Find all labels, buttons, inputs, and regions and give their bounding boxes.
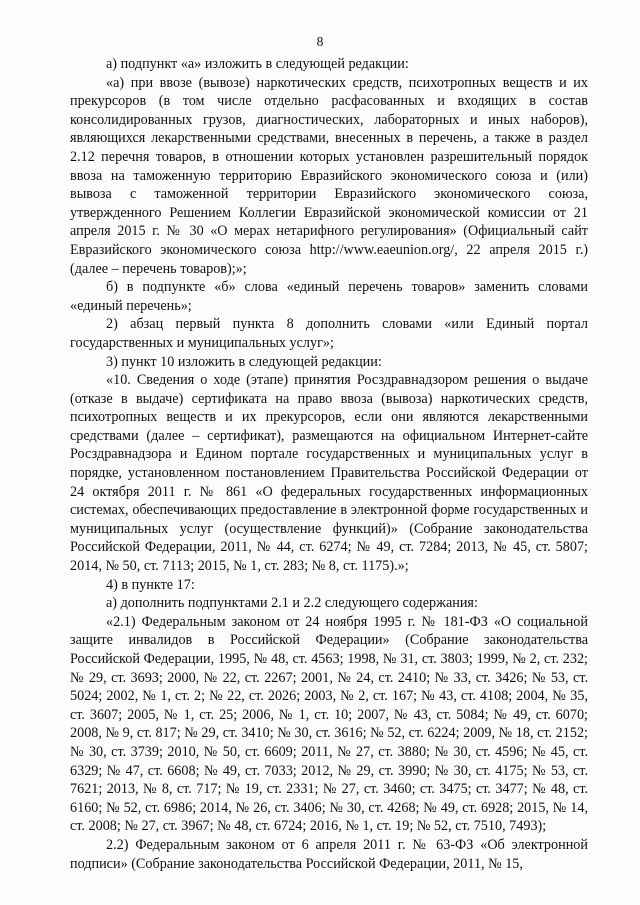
paragraph-6: «10. Сведения о ходе (этапе) принятия Росздравнадзором решения о выдаче (отказе в выдаче) сертификата на право ввоза (вывоза) наркотических средств, психотропных веществ и их прекурсоров, если они являются лекарственными средствами (далее – сертификат), размещаются на официальном Интернет-сайте Росздравнадзора и Едином портале государственных и муниципальных услуг в порядке, установленном постановлением Правительства Российской Федерации от 24 октября 2011 г. № 861 «О федеральных государственных информационных системах, обеспечивающих предоставление в электронной форме государственных и муниципальных услуг (осуществление функций)» (Собрание законодательства Российской Федерации, 2011, № 44, ст. 6274; № 49, ст. 7284; 2013, № 45, ст. 5807; 2014, № 50, ст. 7113; 2015, № 1, ст. 283; № 8, ст. 1175).»; [70,372,588,575]
paragraph-5: 3) пункт 10 изложить в следующей редакции: [106,353,382,370]
paragraph-8: а) дополнить подпунктами 2.1 и 2.2 следующего содержания: [106,595,478,612]
paragraph-2: «а) при ввозе (вывозе) наркотических средств, психотропных веществ и их прекурсоров (в том числе отдельно расфасованных и входящих в состав консолидированных грузов, диагностических, лабораторных и иных наборов), являющихся лекарственными средствами, внесенных в перечень, а также в раздел 2.12 перечня товаров, в отношении которых установлен разрешительный порядок ввоза на таможенную территорию Евразийского экономического союза и (или) вывоза с таможенной территории Евразийского экономического союза, утвержденного Решением Коллегии Евразийской экономической комиссии от 21 апреля 2015 г. № 30 «О мерах нетарифного регулирования» (Официальный сайт Евразийского экономического союза http://www.eaeunion.org/, 22 апреля 2015 г.) (далее – перечень товаров);»; [70,74,588,277]
paragraph-10: 2.2) Федеральным законом от 6 апреля 2011 г. № 63-ФЗ «Об электронной подписи» (Собрание законодательства Российской Федерации, 2011, № 15, [70,836,588,872]
paragraph-3: б) в подпункте «б» слова «единый перечень товаров» заменить словами «единый перечень»; [70,279,588,314]
page-number: 8 [316,34,324,49]
paragraph-1: а) подпункт «а» изложить в следующей редакции: [106,56,409,72]
paragraph-4: 2) абзац первый пункта 8 дополнить словами «или Единый портал государственных и муниципальных услуг»; [70,316,588,351]
paragraph-7: 4) в пункте 17: [106,576,195,593]
document-body [70,55,588,873]
paragraph-9: «2.1) Федеральным законом от 24 ноября 1995 г. № 181-ФЗ «О социальной защите инвалидов в Российской Федерации» (Собрание законодательства Российской Федерации, 1995, № 48, ст. 4563; 1998, № 31, ст. 3803; 1999, № 2, ст. 232; № 29, ст. 3693; 2000, № 22, ст. 2267; 2001, № 24, ст. 2410; № 33, ст. 3426; № 53, ст. 5024; 2002, № 1, ст. 2; № 22, ст. 2026; 2003, № 2, ст. 167; № 43, ст. 4108; 2004, № 35, ст. 3607; 2005, № 1, ст. 25; 2006, № 1, ст. 10; 2007, № 43, ст. 5084; № 49, ст. 6070; 2008, № 9, ст. 817; № 29, ст. 3410; № 30, ст. 3616; № 52, ст. 6224; 2009, № 18, ст. 2152; № 30, ст. 3739; 2010, № 50, ст. 6609; 2011, № 27, ст. 3880; № 30, ст. 4596; № 45, ст. 6329; № 47, ст. 6608; № 49, ст. 7033; 2012, № 29, ст. 3990; № 30, ст. 4175; № 53, ст. 7621; 2013, № 8, ст. 717; № 19, ст. 2331; № 27, ст. 3460; ст. 3475; ст. 3477; № 48, ст. 6160; № 52, ст. 6986; 2014, № 26, ст. 3406; № 30, ст. 4268; № 49, ст. 6928; 2015, № 14, ст. 2008; № 27, ст. 3967; № 48, ст. 6724; 2016, № 1, ст. 19; № 52, ст. 7510, 7493); [70,613,588,835]
